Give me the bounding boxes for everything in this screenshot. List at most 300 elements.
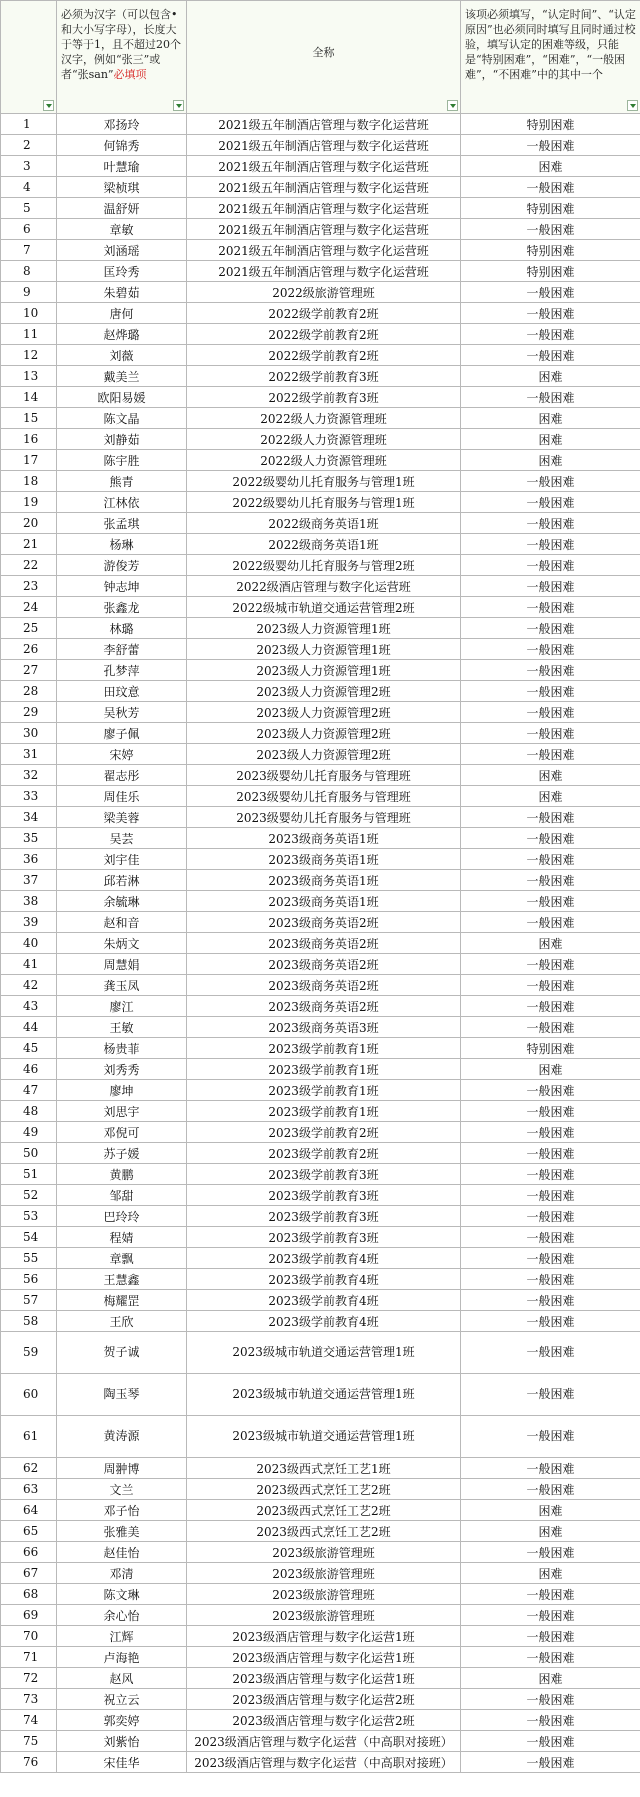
difficulty-level-cell[interactable]: 困难 <box>461 1521 640 1542</box>
student-name-cell[interactable]: 赵风 <box>57 1668 187 1689</box>
class-name-cell[interactable]: 2023级西式烹饪工艺2班 <box>187 1521 461 1542</box>
student-name-cell[interactable]: 邹甜 <box>57 1185 187 1206</box>
difficulty-level-cell[interactable]: 一般困难 <box>461 744 640 765</box>
row-number-cell[interactable]: 73 <box>1 1689 57 1710</box>
difficulty-level-cell[interactable]: 困难 <box>461 1668 640 1689</box>
table-row[interactable] <box>1 1458 640 1479</box>
student-name-cell[interactable]: 游俊芳 <box>57 555 187 576</box>
student-name-cell[interactable]: 刘静茹 <box>57 429 187 450</box>
class-name-cell[interactable]: 2023级学前教育4班 <box>187 1311 461 1332</box>
row-number-cell[interactable]: 8 <box>1 261 57 282</box>
class-name-cell[interactable]: 2022级学前教育2班 <box>187 324 461 345</box>
student-name-cell[interactable]: 程婧 <box>57 1227 187 1248</box>
student-name-cell[interactable]: 卢海艳 <box>57 1647 187 1668</box>
row-number-cell[interactable]: 40 <box>1 933 57 954</box>
difficulty-level-cell[interactable]: 一般困难 <box>461 177 640 198</box>
table-row[interactable] <box>1 702 640 723</box>
difficulty-level-cell[interactable]: 一般困难 <box>461 1752 640 1773</box>
row-number-cell[interactable]: 51 <box>1 1164 57 1185</box>
class-name-cell[interactable]: 2023级学前教育1班 <box>187 1101 461 1122</box>
class-name-cell[interactable]: 2023级旅游管理班 <box>187 1563 461 1584</box>
table-row[interactable] <box>1 408 640 429</box>
student-name-cell[interactable]: 匡玲秀 <box>57 261 187 282</box>
class-name-cell[interactable]: 2023级学前教育4班 <box>187 1248 461 1269</box>
student-name-cell[interactable]: 欧阳易媛 <box>57 387 187 408</box>
table-row[interactable] <box>1 114 640 135</box>
class-name-cell[interactable]: 2023级人力资源管理1班 <box>187 660 461 681</box>
row-number-cell[interactable]: 75 <box>1 1731 57 1752</box>
row-number-cell[interactable]: 11 <box>1 324 57 345</box>
class-name-cell[interactable]: 2021级五年制酒店管理与数字化运营班 <box>187 261 461 282</box>
table-row[interactable] <box>1 555 640 576</box>
row-number-cell[interactable]: 18 <box>1 471 57 492</box>
difficulty-level-cell[interactable]: 困难 <box>461 156 640 177</box>
student-name-cell[interactable]: 章敏 <box>57 219 187 240</box>
table-row[interactable] <box>1 1479 640 1500</box>
row-number-cell[interactable]: 57 <box>1 1290 57 1311</box>
row-number-cell[interactable]: 69 <box>1 1605 57 1626</box>
row-number-cell[interactable]: 72 <box>1 1668 57 1689</box>
table-row[interactable] <box>1 387 640 408</box>
row-number-cell[interactable]: 9 <box>1 282 57 303</box>
difficulty-level-cell[interactable]: 困难 <box>461 765 640 786</box>
table-row[interactable] <box>1 450 640 471</box>
table-row[interactable] <box>1 1185 640 1206</box>
difficulty-level-cell[interactable]: 一般困难 <box>461 891 640 912</box>
difficulty-level-cell[interactable]: 一般困难 <box>461 282 640 303</box>
table-row[interactable] <box>1 975 640 996</box>
difficulty-level-cell[interactable]: 一般困难 <box>461 387 640 408</box>
student-name-cell[interactable]: 苏子媛 <box>57 1143 187 1164</box>
row-number-cell[interactable]: 65 <box>1 1521 57 1542</box>
class-name-cell[interactable]: 2021级五年制酒店管理与数字化运营班 <box>187 198 461 219</box>
class-name-cell[interactable]: 2023级商务英语2班 <box>187 933 461 954</box>
row-number-cell[interactable]: 16 <box>1 429 57 450</box>
class-name-cell[interactable]: 2023级人力资源管理2班 <box>187 702 461 723</box>
row-number-cell[interactable]: 27 <box>1 660 57 681</box>
class-name-cell[interactable]: 2022级学前教育2班 <box>187 345 461 366</box>
row-number-cell[interactable]: 70 <box>1 1626 57 1647</box>
difficulty-level-cell[interactable]: 一般困难 <box>461 1206 640 1227</box>
difficulty-level-cell[interactable]: 困难 <box>461 786 640 807</box>
row-number-cell[interactable]: 43 <box>1 996 57 1017</box>
student-name-cell[interactable]: 黄鹏 <box>57 1164 187 1185</box>
student-name-cell[interactable]: 朱炳文 <box>57 933 187 954</box>
student-name-cell[interactable]: 王欣 <box>57 1311 187 1332</box>
table-row[interactable] <box>1 1605 640 1626</box>
class-name-cell[interactable]: 2023级旅游管理班 <box>187 1584 461 1605</box>
class-name-cell[interactable]: 2022级学前教育3班 <box>187 387 461 408</box>
class-name-cell[interactable]: 2021级五年制酒店管理与数字化运营班 <box>187 240 461 261</box>
difficulty-level-cell[interactable]: 困难 <box>461 1059 640 1080</box>
table-row[interactable] <box>1 1290 640 1311</box>
student-name-cell[interactable]: 朱碧茹 <box>57 282 187 303</box>
difficulty-level-cell[interactable]: 一般困难 <box>461 345 640 366</box>
table-row[interactable] <box>1 744 640 765</box>
difficulty-level-cell[interactable]: 一般困难 <box>461 471 640 492</box>
table-row[interactable] <box>1 1521 640 1542</box>
class-name-cell[interactable]: 2023级西式烹饪工艺2班 <box>187 1479 461 1500</box>
student-name-cell[interactable]: 邓子怡 <box>57 1500 187 1521</box>
student-name-cell[interactable]: 余心怡 <box>57 1605 187 1626</box>
row-number-cell[interactable]: 49 <box>1 1122 57 1143</box>
difficulty-level-cell[interactable]: 一般困难 <box>461 954 640 975</box>
class-name-cell[interactable]: 2023级商务英语1班 <box>187 849 461 870</box>
difficulty-level-cell[interactable]: 一般困难 <box>461 1458 640 1479</box>
student-name-cell[interactable]: 陈文琳 <box>57 1584 187 1605</box>
table-row[interactable] <box>1 1206 640 1227</box>
row-number-cell[interactable]: 74 <box>1 1710 57 1731</box>
table-row[interactable] <box>1 492 640 513</box>
row-number-cell[interactable]: 41 <box>1 954 57 975</box>
table-row[interactable] <box>1 1122 640 1143</box>
row-number-cell[interactable]: 66 <box>1 1542 57 1563</box>
student-name-cell[interactable]: 王敏 <box>57 1017 187 1038</box>
row-number-cell[interactable]: 14 <box>1 387 57 408</box>
class-name-cell[interactable]: 2022级婴幼儿托育服务与管理1班 <box>187 471 461 492</box>
student-name-cell[interactable]: 廖子佩 <box>57 723 187 744</box>
row-number-cell[interactable]: 56 <box>1 1269 57 1290</box>
table-row[interactable] <box>1 1710 640 1731</box>
difficulty-level-cell[interactable]: 一般困难 <box>461 1311 640 1332</box>
row-number-cell[interactable]: 35 <box>1 828 57 849</box>
difficulty-level-cell[interactable]: 一般困难 <box>461 1227 640 1248</box>
difficulty-level-cell[interactable]: 困难 <box>461 429 640 450</box>
student-name-cell[interactable]: 钟志坤 <box>57 576 187 597</box>
student-name-cell[interactable]: 龚玉凤 <box>57 975 187 996</box>
student-name-cell[interactable]: 贺子诚 <box>57 1332 187 1374</box>
row-number-cell[interactable]: 63 <box>1 1479 57 1500</box>
table-row[interactable] <box>1 324 640 345</box>
class-name-cell[interactable]: 2021级五年制酒店管理与数字化运营班 <box>187 177 461 198</box>
row-number-cell[interactable]: 38 <box>1 891 57 912</box>
row-number-cell[interactable]: 34 <box>1 807 57 828</box>
difficulty-level-cell[interactable]: 一般困难 <box>461 912 640 933</box>
class-name-cell[interactable]: 2023级学前教育1班 <box>187 1038 461 1059</box>
student-name-cell[interactable]: 邓倪可 <box>57 1122 187 1143</box>
row-number-cell[interactable]: 29 <box>1 702 57 723</box>
student-name-cell[interactable]: 张孟琪 <box>57 513 187 534</box>
class-name-cell[interactable]: 2023级商务英语2班 <box>187 975 461 996</box>
table-row[interactable] <box>1 282 640 303</box>
class-name-cell[interactable]: 2022级人力资源管理班 <box>187 408 461 429</box>
difficulty-level-cell[interactable]: 一般困难 <box>461 1185 640 1206</box>
difficulty-level-cell[interactable]: 一般困难 <box>461 324 640 345</box>
row-number-cell[interactable]: 19 <box>1 492 57 513</box>
difficulty-level-cell[interactable]: 一般困难 <box>461 828 640 849</box>
student-name-cell[interactable]: 章飘 <box>57 1248 187 1269</box>
table-row[interactable] <box>1 219 640 240</box>
table-row[interactable] <box>1 912 640 933</box>
difficulty-level-cell[interactable]: 一般困难 <box>461 1080 640 1101</box>
student-name-cell[interactable]: 余毓琳 <box>57 891 187 912</box>
class-name-cell[interactable]: 2022级人力资源管理班 <box>187 450 461 471</box>
student-name-cell[interactable]: 周慧娟 <box>57 954 187 975</box>
class-name-cell[interactable]: 2023级商务英语3班 <box>187 1017 461 1038</box>
class-name-cell[interactable]: 2022级商务英语1班 <box>187 513 461 534</box>
class-name-cell[interactable]: 2023级城市轨道交通运营管理1班 <box>187 1332 461 1374</box>
filter-dropdown-icon[interactable] <box>447 100 458 111</box>
class-name-cell[interactable]: 2023级城市轨道交通运营管理1班 <box>187 1416 461 1458</box>
row-number-cell[interactable]: 33 <box>1 786 57 807</box>
table-row[interactable] <box>1 1563 640 1584</box>
table-row[interactable] <box>1 1101 640 1122</box>
table-row[interactable] <box>1 1269 640 1290</box>
row-number-cell[interactable]: 21 <box>1 534 57 555</box>
table-row[interactable] <box>1 156 640 177</box>
student-name-cell[interactable]: 文兰 <box>57 1479 187 1500</box>
table-row[interactable] <box>1 723 640 744</box>
difficulty-level-cell[interactable]: 一般困难 <box>461 576 640 597</box>
difficulty-level-cell[interactable]: 一般困难 <box>461 1710 640 1731</box>
class-name-cell[interactable]: 2021级五年制酒店管理与数字化运营班 <box>187 156 461 177</box>
difficulty-level-cell[interactable]: 困难 <box>461 933 640 954</box>
row-number-cell[interactable]: 52 <box>1 1185 57 1206</box>
student-name-cell[interactable]: 陈文晶 <box>57 408 187 429</box>
class-name-cell[interactable]: 2023级学前教育4班 <box>187 1290 461 1311</box>
student-name-cell[interactable]: 周佳乐 <box>57 786 187 807</box>
difficulty-level-cell[interactable]: 一般困难 <box>461 1332 640 1374</box>
student-name-cell[interactable]: 赵烨璐 <box>57 324 187 345</box>
class-name-cell[interactable]: 2023级学前教育3班 <box>187 1206 461 1227</box>
difficulty-level-cell[interactable]: 一般困难 <box>461 492 640 513</box>
difficulty-level-cell[interactable]: 特别困难 <box>461 240 640 261</box>
row-number-cell[interactable]: 71 <box>1 1647 57 1668</box>
difficulty-level-cell[interactable]: 一般困难 <box>461 681 640 702</box>
table-row[interactable] <box>1 240 640 261</box>
table-row[interactable] <box>1 765 640 786</box>
student-name-cell[interactable]: 唐何 <box>57 303 187 324</box>
student-name-cell[interactable]: 翟志彤 <box>57 765 187 786</box>
row-number-cell[interactable]: 32 <box>1 765 57 786</box>
difficulty-level-cell[interactable]: 一般困难 <box>461 1626 640 1647</box>
student-name-cell[interactable]: 黄涛源 <box>57 1416 187 1458</box>
table-row[interactable] <box>1 471 640 492</box>
filter-dropdown-icon[interactable] <box>43 100 54 111</box>
class-name-cell[interactable]: 2022级婴幼儿托育服务与管理1班 <box>187 492 461 513</box>
row-number-cell[interactable]: 39 <box>1 912 57 933</box>
student-name-cell[interactable]: 郭奕婷 <box>57 1710 187 1731</box>
student-name-cell[interactable]: 张鑫龙 <box>57 597 187 618</box>
class-name-cell[interactable]: 2023级旅游管理班 <box>187 1605 461 1626</box>
row-number-cell[interactable]: 46 <box>1 1059 57 1080</box>
student-name-cell[interactable]: 王慧鑫 <box>57 1269 187 1290</box>
table-row[interactable] <box>1 1017 640 1038</box>
class-name-cell[interactable]: 2022级婴幼儿托育服务与管理2班 <box>187 555 461 576</box>
difficulty-level-cell[interactable]: 一般困难 <box>461 534 640 555</box>
class-name-cell[interactable]: 2021级五年制酒店管理与数字化运营班 <box>187 114 461 135</box>
difficulty-level-cell[interactable]: 一般困难 <box>461 1122 640 1143</box>
table-row[interactable] <box>1 828 640 849</box>
row-number-cell[interactable]: 53 <box>1 1206 57 1227</box>
difficulty-level-cell[interactable]: 困难 <box>461 1563 640 1584</box>
difficulty-level-cell[interactable]: 一般困难 <box>461 1017 640 1038</box>
student-name-cell[interactable]: 刘紫怡 <box>57 1731 187 1752</box>
difficulty-level-cell[interactable]: 一般困难 <box>461 513 640 534</box>
difficulty-level-cell[interactable]: 困难 <box>461 1500 640 1521</box>
difficulty-level-cell[interactable]: 一般困难 <box>461 660 640 681</box>
table-row[interactable] <box>1 576 640 597</box>
student-name-cell[interactable]: 林璐 <box>57 618 187 639</box>
row-number-cell[interactable]: 36 <box>1 849 57 870</box>
row-number-cell[interactable]: 44 <box>1 1017 57 1038</box>
class-name-cell[interactable]: 2021级五年制酒店管理与数字化运营班 <box>187 135 461 156</box>
student-name-cell[interactable]: 温舒妍 <box>57 198 187 219</box>
student-name-cell[interactable]: 陈宇胜 <box>57 450 187 471</box>
filter-dropdown-icon[interactable] <box>627 100 638 111</box>
class-name-cell[interactable]: 2022级学前教育2班 <box>187 303 461 324</box>
table-row[interactable] <box>1 135 640 156</box>
student-name-cell[interactable]: 陶玉琴 <box>57 1374 187 1416</box>
class-name-cell[interactable]: 2022级城市轨道交通运营管理2班 <box>187 597 461 618</box>
table-row[interactable] <box>1 1311 640 1332</box>
difficulty-level-cell[interactable]: 一般困难 <box>461 849 640 870</box>
row-number-cell[interactable]: 55 <box>1 1248 57 1269</box>
student-name-cell[interactable]: 梁桢琪 <box>57 177 187 198</box>
difficulty-level-cell[interactable]: 一般困难 <box>461 303 640 324</box>
row-number-cell[interactable]: 54 <box>1 1227 57 1248</box>
table-row[interactable] <box>1 639 640 660</box>
table-row[interactable] <box>1 1227 640 1248</box>
student-name-cell[interactable]: 宋佳华 <box>57 1752 187 1773</box>
class-name-cell[interactable]: 2023级酒店管理与数字化运营2班 <box>187 1689 461 1710</box>
student-name-cell[interactable]: 刘薇 <box>57 345 187 366</box>
student-name-cell[interactable]: 李舒蕾 <box>57 639 187 660</box>
class-name-cell[interactable]: 2023级酒店管理与数字化运营1班 <box>187 1647 461 1668</box>
student-name-cell[interactable]: 梁美蓉 <box>57 807 187 828</box>
student-name-cell[interactable]: 孔梦萍 <box>57 660 187 681</box>
table-row[interactable] <box>1 786 640 807</box>
table-row[interactable] <box>1 1584 640 1605</box>
table-row[interactable] <box>1 618 640 639</box>
table-row[interactable] <box>1 807 640 828</box>
difficulty-level-cell[interactable]: 一般困难 <box>461 1374 640 1416</box>
table-row[interactable] <box>1 1416 640 1458</box>
row-number-cell[interactable]: 61 <box>1 1416 57 1458</box>
table-row[interactable] <box>1 1143 640 1164</box>
student-name-cell[interactable]: 刘思宇 <box>57 1101 187 1122</box>
class-name-cell[interactable]: 2023级城市轨道交通运营管理1班 <box>187 1374 461 1416</box>
difficulty-level-cell[interactable]: 一般困难 <box>461 1269 640 1290</box>
student-name-cell[interactable]: 廖江 <box>57 996 187 1017</box>
student-name-cell[interactable]: 杨贵菲 <box>57 1038 187 1059</box>
difficulty-level-cell[interactable]: 困难 <box>461 408 640 429</box>
difficulty-level-cell[interactable]: 一般困难 <box>461 1143 640 1164</box>
table-row[interactable] <box>1 1332 640 1374</box>
class-name-cell[interactable]: 2023级酒店管理与数字化运营2班 <box>187 1710 461 1731</box>
class-name-cell[interactable]: 2023级商务英语1班 <box>187 891 461 912</box>
class-name-cell[interactable]: 2022级学前教育3班 <box>187 366 461 387</box>
row-number-cell[interactable]: 10 <box>1 303 57 324</box>
row-number-cell[interactable]: 68 <box>1 1584 57 1605</box>
row-number-cell[interactable]: 62 <box>1 1458 57 1479</box>
row-number-cell[interactable]: 2 <box>1 135 57 156</box>
student-name-cell[interactable]: 刘宇佳 <box>57 849 187 870</box>
class-name-cell[interactable]: 2022级旅游管理班 <box>187 282 461 303</box>
difficulty-level-cell[interactable]: 一般困难 <box>461 1584 640 1605</box>
difficulty-level-cell[interactable]: 一般困难 <box>461 1248 640 1269</box>
difficulty-level-cell[interactable]: 一般困难 <box>461 723 640 744</box>
table-row[interactable] <box>1 849 640 870</box>
row-number-cell[interactable]: 17 <box>1 450 57 471</box>
row-number-cell[interactable]: 20 <box>1 513 57 534</box>
class-name-cell[interactable]: 2023级商务英语2班 <box>187 996 461 1017</box>
row-number-cell[interactable]: 12 <box>1 345 57 366</box>
class-name-cell[interactable]: 2023级商务英语1班 <box>187 870 461 891</box>
student-name-cell[interactable]: 叶慧瑜 <box>57 156 187 177</box>
row-number-cell[interactable]: 64 <box>1 1500 57 1521</box>
difficulty-level-cell[interactable]: 一般困难 <box>461 1731 640 1752</box>
student-name-cell[interactable]: 梅耀罡 <box>57 1290 187 1311</box>
class-name-cell[interactable]: 2023级商务英语2班 <box>187 954 461 975</box>
student-name-cell[interactable]: 田玟意 <box>57 681 187 702</box>
class-name-cell[interactable]: 2023级婴幼儿托育服务与管理班 <box>187 807 461 828</box>
class-name-cell[interactable]: 2023级婴幼儿托育服务与管理班 <box>187 786 461 807</box>
difficulty-level-cell[interactable]: 一般困难 <box>461 1290 640 1311</box>
student-name-cell[interactable]: 邓扬玲 <box>57 114 187 135</box>
row-number-cell[interactable]: 23 <box>1 576 57 597</box>
student-name-cell[interactable]: 熊青 <box>57 471 187 492</box>
row-number-cell[interactable]: 50 <box>1 1143 57 1164</box>
difficulty-level-cell[interactable]: 一般困难 <box>461 807 640 828</box>
class-name-cell[interactable]: 2023级学前教育2班 <box>187 1143 461 1164</box>
table-row[interactable] <box>1 1626 640 1647</box>
table-row[interactable] <box>1 366 640 387</box>
class-name-cell[interactable]: 2023级人力资源管理2班 <box>187 723 461 744</box>
difficulty-level-cell[interactable]: 困难 <box>461 450 640 471</box>
difficulty-level-cell[interactable]: 一般困难 <box>461 618 640 639</box>
student-name-cell[interactable]: 廖坤 <box>57 1080 187 1101</box>
row-number-cell[interactable]: 48 <box>1 1101 57 1122</box>
row-number-cell[interactable]: 24 <box>1 597 57 618</box>
table-row[interactable] <box>1 1500 640 1521</box>
difficulty-level-cell[interactable]: 一般困难 <box>461 1164 640 1185</box>
student-name-cell[interactable]: 江林依 <box>57 492 187 513</box>
difficulty-level-cell[interactable]: 特别困难 <box>461 114 640 135</box>
difficulty-level-cell[interactable]: 一般困难 <box>461 702 640 723</box>
student-name-cell[interactable]: 赵佳怡 <box>57 1542 187 1563</box>
student-name-cell[interactable]: 邓清 <box>57 1563 187 1584</box>
class-name-cell[interactable]: 2023级人力资源管理2班 <box>187 681 461 702</box>
table-row[interactable] <box>1 660 640 681</box>
class-name-cell[interactable]: 2023级酒店管理与数字化运营（中高职对接班） <box>187 1752 461 1773</box>
class-name-cell[interactable]: 2023级商务英语1班 <box>187 828 461 849</box>
student-name-cell[interactable]: 刘涵瑶 <box>57 240 187 261</box>
class-name-cell[interactable]: 2021级五年制酒店管理与数字化运营班 <box>187 219 461 240</box>
row-number-cell[interactable]: 42 <box>1 975 57 996</box>
class-name-cell[interactable]: 2023级学前教育1班 <box>187 1080 461 1101</box>
difficulty-level-cell[interactable]: 一般困难 <box>461 135 640 156</box>
row-number-cell[interactable]: 58 <box>1 1311 57 1332</box>
row-number-cell[interactable]: 59 <box>1 1332 57 1374</box>
table-row[interactable] <box>1 996 640 1017</box>
table-row[interactable] <box>1 1689 640 1710</box>
difficulty-level-cell[interactable]: 一般困难 <box>461 1101 640 1122</box>
row-number-cell[interactable]: 76 <box>1 1752 57 1773</box>
class-name-cell[interactable]: 2022级人力资源管理班 <box>187 429 461 450</box>
class-name-cell[interactable]: 2023级西式烹饪工艺1班 <box>187 1458 461 1479</box>
class-name-cell[interactable]: 2023级学前教育2班 <box>187 1122 461 1143</box>
difficulty-level-cell[interactable]: 一般困难 <box>461 870 640 891</box>
table-row[interactable] <box>1 1752 640 1773</box>
difficulty-level-cell[interactable]: 一般困难 <box>461 1479 640 1500</box>
student-name-cell[interactable]: 张雅美 <box>57 1521 187 1542</box>
difficulty-level-cell[interactable]: 特别困难 <box>461 198 640 219</box>
difficulty-level-cell[interactable]: 一般困难 <box>461 1542 640 1563</box>
difficulty-level-cell[interactable]: 一般困难 <box>461 597 640 618</box>
class-name-cell[interactable]: 2023级酒店管理与数字化运营（中高职对接班） <box>187 1731 461 1752</box>
row-number-cell[interactable]: 67 <box>1 1563 57 1584</box>
